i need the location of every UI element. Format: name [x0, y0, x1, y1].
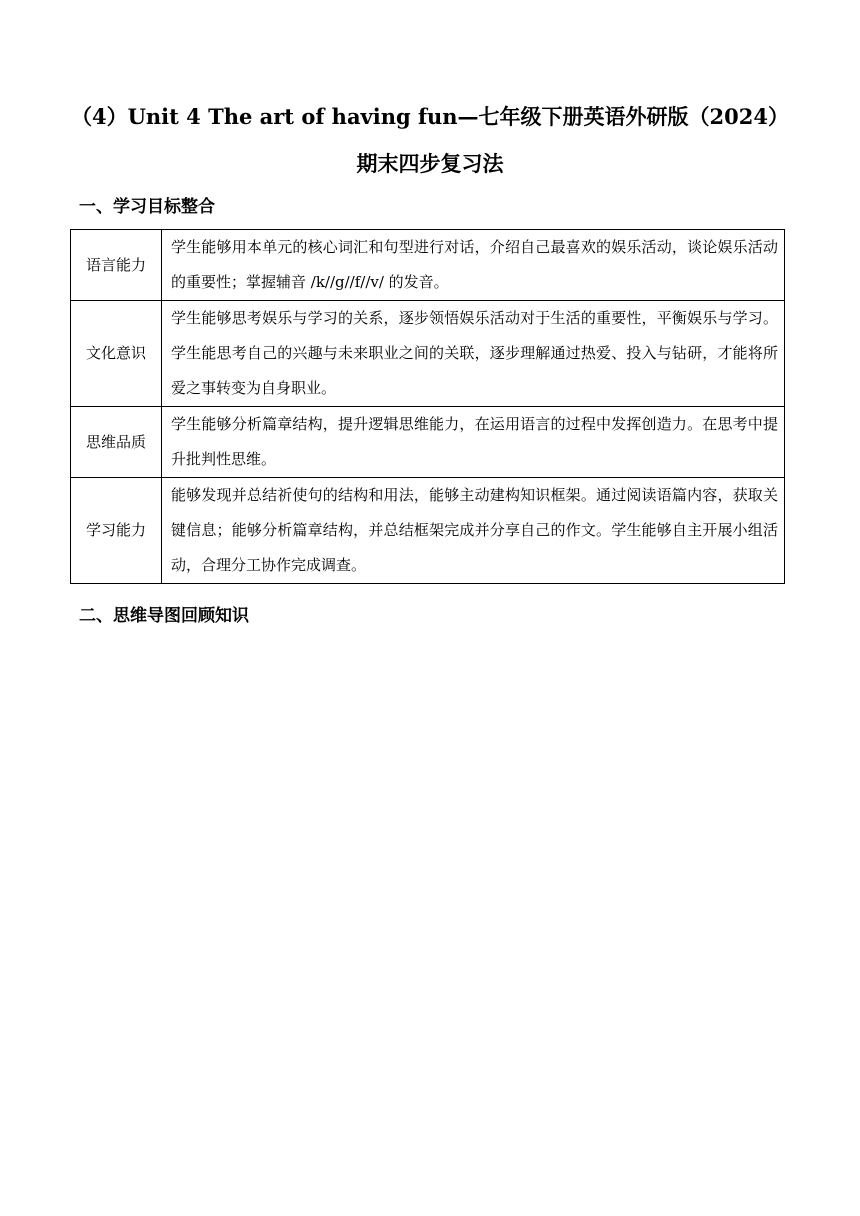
- goal-label: 文化意识: [71, 301, 162, 407]
- learning-goals-table: [70, 229, 785, 584]
- table-row: [71, 478, 785, 584]
- section-heading-mind-map: 二、思维导图回顾知识: [79, 606, 249, 626]
- goal-description: 学生能够分析篇章结构，提升逻辑思维能力，在运用语言的过程中发挥创造力。在思考中提升批判性思维。: [162, 407, 785, 478]
- goal-description: 能够发现并总结祈使句的结构和用法，能够主动建构知识框架。通过阅读语篇内容，获取关键信息；能够分析篇章结构，并总结框架完成并分享自己的作文。学生能够自主开展小组活动，合理分工协作完成调查。: [162, 478, 785, 584]
- goal-label: 思维品质: [71, 407, 162, 478]
- table-row: [71, 230, 785, 301]
- goal-label: 学习能力: [71, 478, 162, 584]
- goal-description: 学生能够思考娱乐与学习的关系，逐步领悟娱乐活动对于生活的重要性，平衡娱乐与学习。学生能思考自己的兴趣与未来职业之间的关联，逐步理解通过热爱、投入与钻研，才能将所爱之事转变为自身职业。: [162, 301, 785, 407]
- table-row: [71, 407, 785, 478]
- table-row: [71, 301, 785, 407]
- section-heading-learning-goals: 一、学习目标整合: [79, 197, 215, 217]
- document-title: （4）Unit 4 The art of having fun—七年级下册英语外研版（2024）: [70, 104, 790, 129]
- document-subtitle: 期末四步复习法: [356, 151, 504, 176]
- goal-description: 学生能够用本单元的核心词汇和句型进行对话，介绍自己最喜欢的娱乐活动，谈论娱乐活动的重要性；掌握辅音 /k//g//f//v/ 的发音。: [162, 230, 785, 301]
- goal-label: 语言能力: [71, 230, 162, 301]
